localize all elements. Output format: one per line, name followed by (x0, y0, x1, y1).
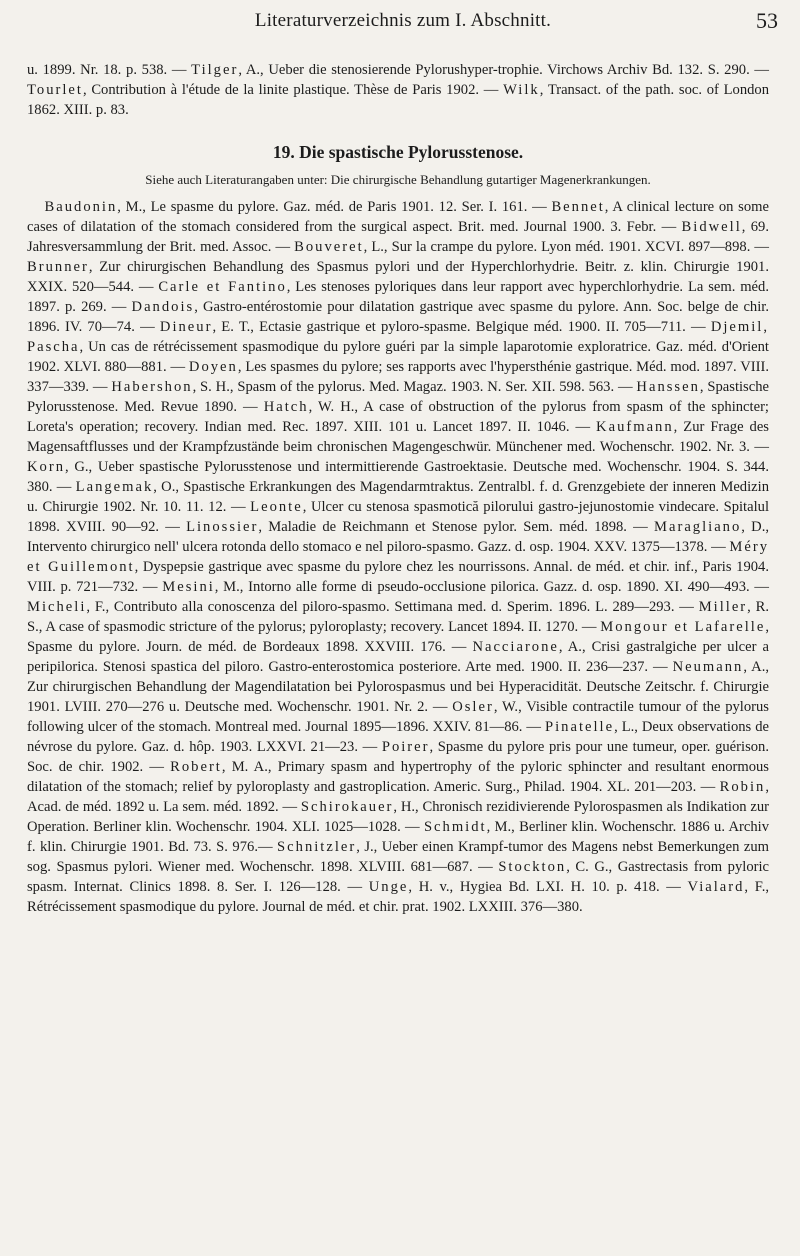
ref-author: Korn (27, 459, 65, 475)
running-head (28, 8, 778, 48)
ref-author: Hatch (263, 399, 309, 415)
ref-text: , J., Ueber einen Krampf-tumor des Magens nebst Bemerkungen zum sog. Spasmus pylori. Wiener med. Wochenschr. 1898. XLVIII. 681—687. — (27, 839, 769, 875)
ref-text: , D., Intervento chirurgico nell' ulcera rotonda dello stomaco e nel piloro-spasmo. Gazz. d. osp. 1904. XXV. 1375—1378. — (27, 519, 769, 555)
ref-author: Bouveret (294, 239, 364, 255)
ref-author: Nacciarone (472, 639, 559, 655)
ref-text: , Ulcer cu stenosa spasmotică pilorului gastro-jejunostomie vindecare. Spitalul 1898. XVIII. 90—92. — (27, 499, 769, 535)
ref-author: Micheli (27, 599, 87, 615)
ref-author: Neumann (672, 659, 744, 675)
ref-text: , W. H., A case of obstruction of the pylorus from spasm of the sphincter; Loreta's operation; recovery. Indian med. Rec. 1897. XIII. 101 u. Lancet 1897. II. 1046. — (27, 399, 769, 435)
ref-text: u. 1899. Nr. 18. p. 538. — (27, 62, 192, 78)
section-heading: 19. Die spastische Pylorusstenose. (272, 142, 524, 162)
ref-text: , C. G., Gastrectasis from pyloric spasm. Internat. Clinics 1898. 8. Ser. I. 126—128. — (27, 859, 770, 895)
ref-text: , O., Spastische Erkrankungen des Magendarmtraktus. Zentralbl. f. d. Grenzgebiete der inneren Medizin u. Chirurgie 1902. Nr. 10. 11. 12. — (27, 479, 769, 515)
ref-text: , Les spasmes du pylore; ses rapports avec l'hypersthénie gastrique. Méd. mod. 1897. VIII. 337—339. — (27, 359, 769, 395)
ref-author: Leonte (250, 499, 303, 515)
ref-author: Langemak (75, 479, 154, 495)
ref-text: , Les stenoses pyloriques dans leur rapport avec hyperchlorhydrie. La sem. méd. 1897. p. 269. — (27, 279, 769, 315)
ref-author: Doyen (188, 359, 238, 375)
ref-author: Stockton (498, 859, 567, 875)
ref-text: , Zur chirurgischen Behandlung des Spasmus pylori und der Hyperchlorhydrie. Beitr. z. klin. Chirurgie 1901. XXIX. 520—544. — (27, 259, 769, 295)
ref-author: Dandois (131, 299, 195, 315)
ref-author: Wilk (503, 82, 540, 98)
ref-author: Unge (368, 879, 409, 895)
ref-text: , Spasme du pylore pris pour une tumeur, oper. guérison. Soc. de chir. 1902. — (27, 739, 769, 775)
ref-text: , A., Crisi gastralgiche per ulcer a peripilorica. Stenosi spastica del piloro. Gastro-enterostomica posteriore. Arte med. 1900. II. 236—237. — (27, 639, 769, 675)
ref-author: Brunner (27, 259, 89, 275)
ref-author: Mesini (162, 579, 215, 595)
ref-author: Robin (719, 779, 766, 795)
page-number: 53 (756, 8, 778, 33)
ref-text: , Gastro-entérostomie pour dilatation gastrique avec spasme du pylore. Ann. Soc. belge de chir. 1896. IV. 70—74. — (27, 299, 769, 335)
ref-text: , Spasme du pylore. Journ. de méd. de Bordeaux 1898. XXVIII. 176. — (27, 619, 769, 655)
ref-author: Bidwell (681, 219, 742, 235)
ref-text: , F., Rétrécissement spasmodique du pylore. Journal de méd. et chir. prat. 1902. LXXIII. 376—380. (27, 879, 769, 915)
ref-text: , A., Zur chirurgischen Behandlung der Magendilatation bei Pylorospasmus und bei Hyperacidität. Deutsche Zeitschr. f. Chirurgie 1901. LVIII. 270—276 u. Deutsche med. Wochenschr. 1901. Nr. 2. — (27, 659, 769, 715)
ref-text: , M., Berliner klin. Wochenschr. 1886 u. Archiv f. klin. Chirurgie 1901. Bd. 73. S. 976.— (27, 819, 769, 855)
ref-text: , W., Visible contractile tumour of the pylorus following ulcer of the stomach. Montreal med. Journal 1895—1896. XXIV. 81—86. — (27, 699, 769, 735)
ref-author: Schnitzler (277, 839, 357, 855)
reference-list (27, 197, 769, 917)
ref-text: , M. A., Primary spasm and hypertrophy of the pyloric sphincter and resultant enormous dilatation of the stomach; relief by pyloroplasty and gastroplication. Americ. Surg., Philad. 1904. XL. 201—203. — (27, 759, 769, 795)
ref-author: Linossier (186, 519, 259, 535)
ref-text: , R. S., A case of spasmodic stricture of the pylorus; pyloroplasty; recovery. Lancet 1894. II. 1270. — (27, 599, 769, 635)
ref-text: , A clinical lecture on some cases of dilatation of the stomach considered from the surgical aspect. Brit. med. Journal 1900. 3. Febr. — (27, 199, 769, 235)
ref-text: , F., Contributo alla conoscenza del piloro-spasmo. Settimana med. d. Sperim. 1896. L. 289—293. — (86, 599, 699, 615)
ref-author: Schmidt (423, 819, 487, 835)
ref-author: Djemil, Pascha (27, 319, 770, 355)
ref-author: Vialard (687, 879, 745, 895)
ref-author: Robert (170, 759, 222, 775)
ref-author: Carle et Fantino (158, 279, 287, 295)
see-also-note: Siehe auch Literaturangaben unter: Die chirurgische Behandlung gutartiger Magenerkrankungen. (145, 172, 651, 187)
ref-author: Tourlet (27, 82, 83, 98)
ref-author: Schirokauer (300, 799, 394, 815)
ref-text: , Un cas de rétrécissement spasmodique du pylore guéri par la simple laparotomie exploratrice. Gaz. méd. d'Orient 1902. XLVI. 880—881. — (27, 339, 769, 375)
ref-text: , A., Ueber die stenosierende Pylorushyper-trophie. Virchows Archiv Bd. 132. S. 290. — (238, 62, 769, 78)
ref-author: Miller (698, 599, 748, 615)
ref-author: Mongour et Lafarelle (600, 619, 766, 635)
ref-author: Tilger (191, 62, 239, 78)
ref-text: , 69. Jahresversammlung der Brit. med. Assoc. — (27, 219, 769, 255)
ref-text: , L., Sur la crampe du pylore. Lyon méd. 1901. XCVI. 897—898. — (363, 239, 769, 255)
ref-text: , M., Le spasme du pylore. Gaz. méd. de Paris 1901. 12. Ser. I. 161. — (117, 199, 552, 215)
continued-references (27, 60, 769, 120)
ref-text: , Contribution à l'étude de la linite plastique. Thèse de Paris 1902. — (82, 82, 504, 98)
ref-text: , H. v., Hygiea Bd. LXI. H. 10. p. 418. — (408, 879, 688, 895)
ref-author: Hanssen (636, 379, 700, 395)
ref-text: , G., Ueber spastische Pylorusstenose und intermittierende Gastroektasie. Deutsche med. Wochenschr. 1904. S. 344. 380. — (27, 459, 769, 495)
ref-author: Poirer (381, 739, 430, 755)
ref-text: , Maladie de Reichmann et Stenose pylor. Sem. méd. 1898. — (258, 519, 654, 535)
ref-text: , Spastische Pylorusstenose. Med. Revue 1890. — (27, 379, 769, 415)
ref-author: Méry et Guillemont (27, 539, 769, 575)
ref-author: Maragliano (654, 519, 742, 535)
ref-author: Osler (452, 699, 494, 715)
ref-text: , Dyspepsie gastrique avec spasme du pylore chez les nourrissons. Annal. de méd. et chir. inf., Paris 1904. VIII. p. 721—732. — (27, 559, 769, 595)
ref-author: Kaufmann (596, 419, 674, 435)
ref-author: Dineur (159, 319, 213, 335)
ref-text: , E. T., Ectasie gastrique et pyloro-spasme. Belgique méd. 1900. II. 705—711. — (212, 319, 711, 335)
ref-text: , M., Intorno alle forme di pseudo-occlusione pilorica. Gazz. d. osp. 1890. XI. 490—493. — (214, 579, 769, 595)
ref-text: , L., Deux observations de névrose du pylore. Gaz. d. hôp. 1903. LXXVI. 21—23. — (27, 719, 769, 755)
ref-text: , S. H., Spasm of the pylorus. Med. Magaz. 1903. N. Ser. XII. 598. 563. — (192, 379, 637, 395)
ref-text: , Transact. of the path. soc. of London 1862. XIII. p. 83. (27, 82, 770, 118)
ref-text: , H., Chronisch rezidivierende Pylorospasmen als Indikation zur Operation. Berliner klin. Wochenschr. 1904. XLI. 1025—1028. — (27, 799, 769, 835)
ref-author: Pinatelle (545, 719, 615, 735)
ref-author: Baudonin (44, 199, 118, 215)
ref-text: , Zur Frage des Magensaftflusses und der Krampfzustände beim chronischen Magengeschwür. Münchener med. Wochenschr. 1902. Nr. 3. — (27, 419, 769, 455)
ref-author: Habershon (111, 379, 193, 395)
ref-author: Bennet (551, 199, 605, 215)
page-body (27, 60, 769, 917)
ref-text: , Acad. de méd. 1892 u. La sem. méd. 1892. — (27, 779, 769, 815)
running-title: Literaturverzeichnis zum I. Abschnitt. (254, 10, 552, 31)
